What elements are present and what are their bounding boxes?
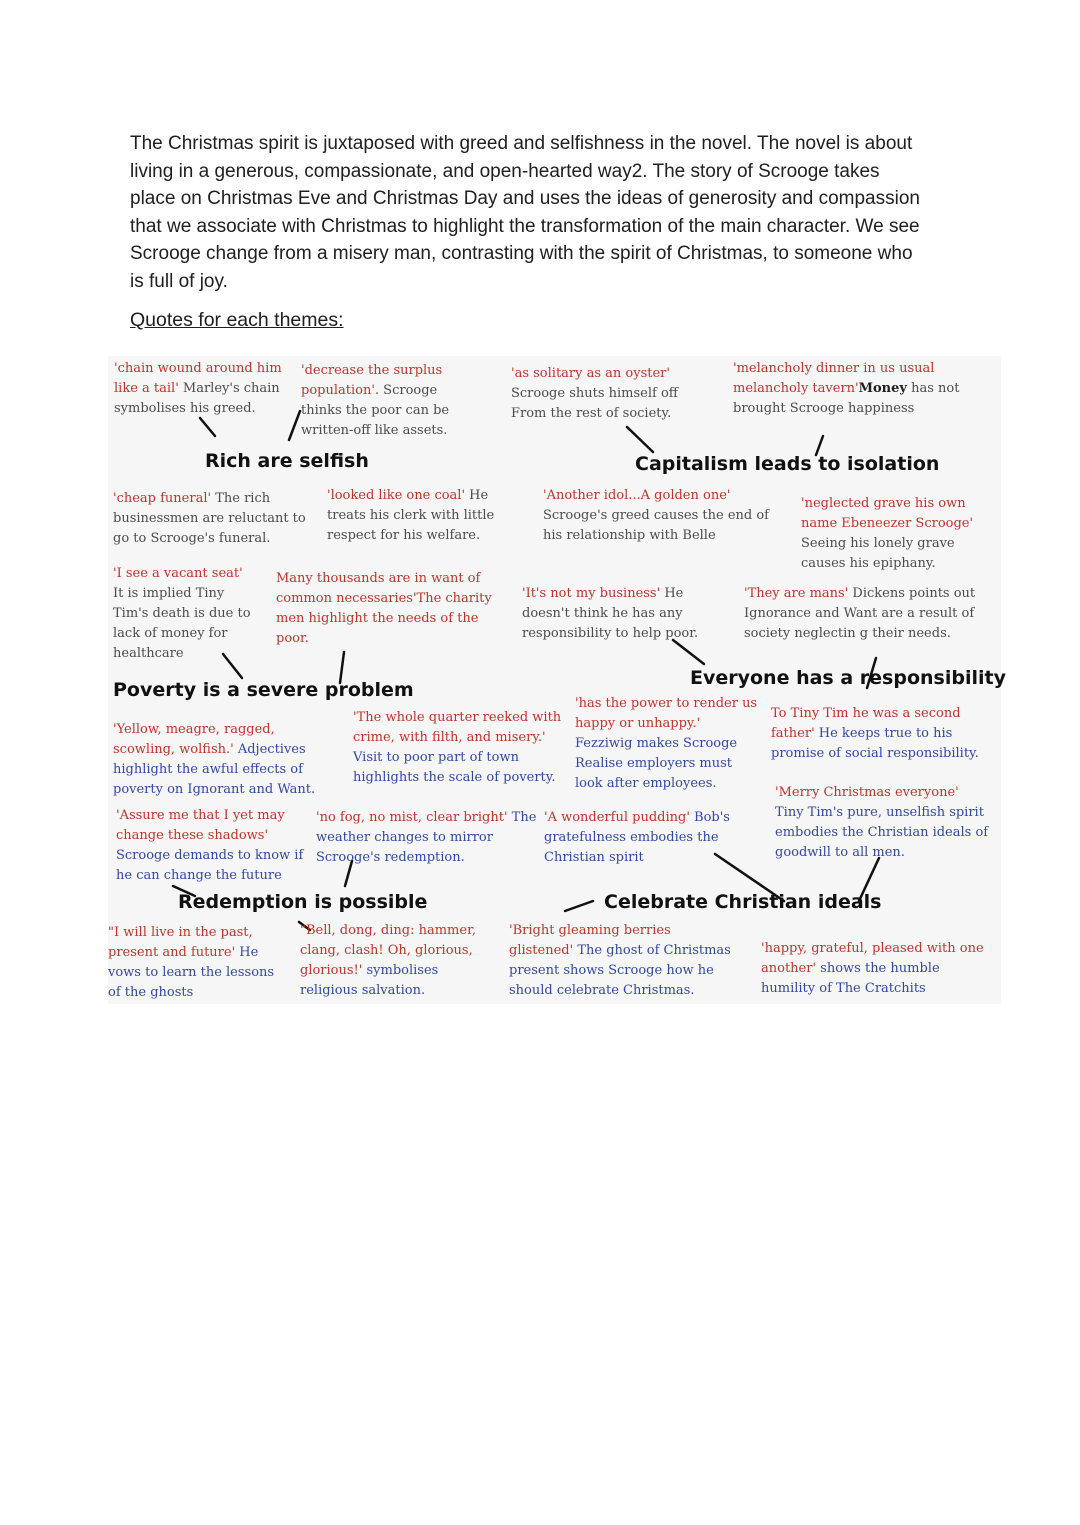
- connector-line: [627, 427, 653, 452]
- note-coal: 'looked like one coal' He treats his clerk with little respect for his welfare.: [327, 488, 495, 543]
- connector-line: [200, 418, 215, 436]
- note-thousands: Many thousands are in want of common necessaries'The charity men highlight the needs of the poor.: [276, 571, 492, 646]
- note-vacant: 'I see a vacant seat' It is implied Tiny Tim's death is due to lack of money for healthcare: [113, 566, 251, 661]
- theme-capitalism-isolation: Capitalism leads to isolation: [635, 453, 940, 475]
- quotes-heading: Quotes for each themes:: [130, 309, 344, 331]
- note-grave: 'neglected grave his own name Ebeneezer Scrooge' Seeing his lonely grave causes his epiphany.: [801, 496, 974, 571]
- note-yellow: 'Yellow, meagre, ragged, scowling, wolfish.' Adjectives highlight the awful effects of poverty on Ignorant and Want.: [113, 722, 316, 797]
- theme-christian-ideals: Celebrate Christian ideals: [604, 891, 882, 913]
- note-merry: 'Merry Christmas everyone' Tiny Tim's pure, unselfish spirit embodies the Christian ideals of goodwill to all men.: [775, 785, 989, 860]
- note-surplus: 'decrease the surplus population'. Scrooge thinks the poor can be written-off like assets.: [301, 363, 450, 438]
- note-power: 'has the power to render us happy or unhappy.' Fezziwig makes Scrooge Realise employers must look after employees.: [575, 696, 758, 791]
- themes-mindmap: [108, 356, 1006, 1004]
- note-chain: 'chain wound around him like a tail' Marley's chain symbolises his greed.: [114, 361, 282, 416]
- note-fog: 'no fog, no mist, clear bright' The weather changes to mirror Scrooge's redemption.: [316, 810, 537, 865]
- note-father: To Tiny Tim he was a second father' He keeps true to his promise of social responsibility.: [771, 706, 979, 761]
- theme-poverty: Poverty is a severe problem: [113, 679, 414, 701]
- note-idol: 'Another idol...A golden one' Scrooge's greed causes the end of his relationship with Belle: [543, 488, 769, 543]
- note-funeral: 'cheap funeral' The rich businessmen are reluctant to go to Scrooge's funeral.: [113, 491, 306, 546]
- theme-responsibility: Everyone has a responsibility: [690, 667, 1006, 689]
- connector-line: [565, 901, 593, 911]
- connector-line: [289, 411, 300, 440]
- note-happy: 'happy, grateful, pleased with one another' shows the humble humility of The Cratchits: [761, 941, 984, 996]
- note-assure: 'Assure me that I yet may change these shadows' Scrooge demands to know if he can change the future: [116, 808, 304, 883]
- theme-rich-selfish: Rich are selfish: [205, 450, 369, 472]
- intro-paragraph: The Christmas spirit is juxtaposed with greed and selfishness in the novel. The novel is about living in a generous, compassionate, and open-hearted way2. The story of Scrooge takes place on Christmas Eve and Christmas Day and uses the ideas of generosity and compassion that we associate with Christmas to highlight the transformation of the main character. We see Scrooge change from a misery man, contrasting with the spirit of Christmas, to someone who is full of joy.: [130, 133, 920, 292]
- note-oyster: 'as solitary as an oyster' Scrooge shuts himself off From the rest of society.: [511, 366, 679, 421]
- note-live: "I will live in the past, present and future' He vows to learn the lessons of the ghosts: [108, 925, 275, 1000]
- note-business: 'It's not my business' He doesn't think he has any responsibility to help poor.: [522, 586, 699, 641]
- note-quarter: 'The whole quarter reeked with crime, with filth, and misery.' Visit to poor part of town highlights the scale of poverty.: [353, 710, 562, 785]
- note-melancholy: 'melancholy dinner in us usual melancholy tavern'Money has not brought Scrooge happiness: [733, 361, 960, 416]
- note-bell: "Bell, dong, ding: hammer, clang, clash! Oh, glorious, glorious!' symbolises religious salvation.: [300, 923, 476, 998]
- note-pudding: 'A wonderful pudding' Bob's gratefulness embodies the Christian spirit: [544, 810, 730, 865]
- note-berries: 'Bright gleaming berries glistened' The ghost of Christmas present shows Scrooge how he should celebrate Christmas.: [509, 923, 731, 998]
- note-mans: 'They are mans' Dickens points out Ignorance and Want are a result of society neglectin g their needs.: [744, 586, 976, 641]
- theme-redemption: Redemption is possible: [178, 891, 428, 913]
